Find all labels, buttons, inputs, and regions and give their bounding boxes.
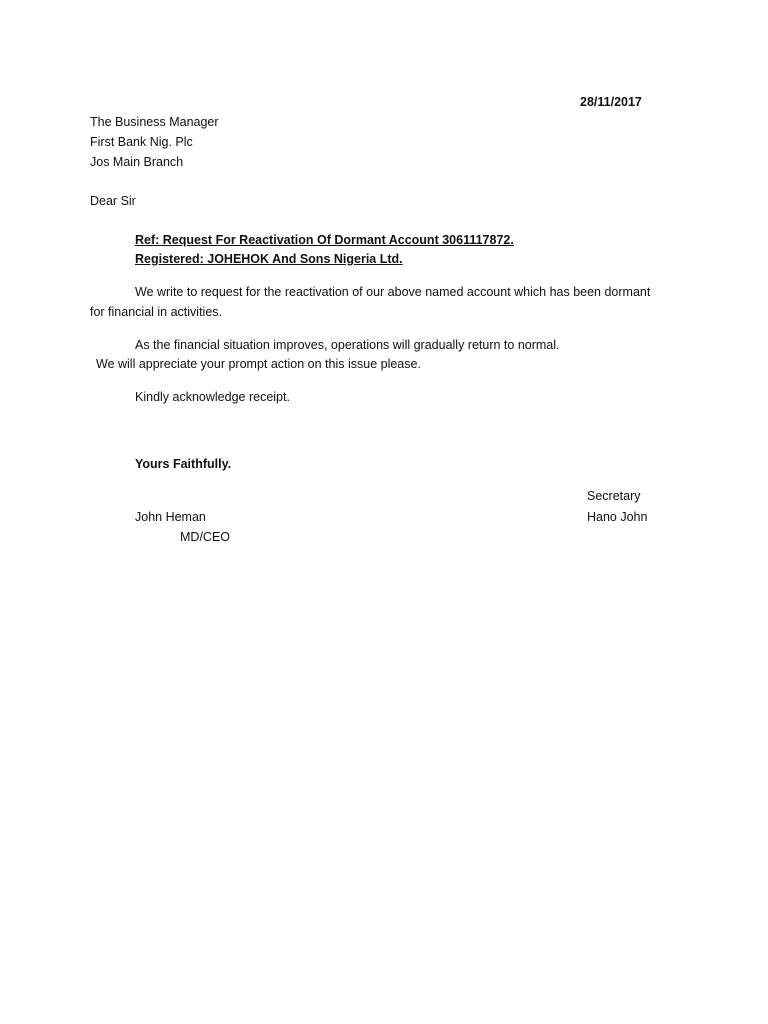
body-paragraph-2-line-2: We will appreciate your prompt action on this issue please. — [96, 357, 421, 371]
body-paragraph-1-line-1: We write to request for the reactivation of our above named account which has been dormant — [135, 285, 651, 299]
right-signatory-name: Hano John — [587, 510, 648, 524]
closing: Yours Faithfully. — [135, 457, 232, 471]
body-paragraph-1-line-2: for financial in activities. — [90, 305, 223, 319]
recipient-line-1: The Business Manager — [90, 115, 219, 129]
reference-line-2: Registered: JOHEHOK And Sons Nigeria Ltd. — [135, 252, 403, 266]
recipient-line-3: Jos Main Branch — [90, 155, 184, 169]
body-paragraph-2-line-1: As the financial situation improves, operations will gradually return to normal. — [135, 338, 560, 352]
recipient-line-2: First Bank Nig. Plc — [90, 135, 193, 149]
left-signatory-title: MD/CEO — [180, 530, 230, 544]
reference-line-1: Ref: Request For Reactivation Of Dormant Account 3061117872. — [135, 233, 514, 247]
body-paragraph-3: Kindly acknowledge receipt. — [135, 390, 290, 404]
letter-date: 28/11/2017 — [580, 95, 642, 109]
left-signatory-name: John Heman — [135, 510, 206, 524]
right-signatory-title: Secretary — [587, 489, 641, 503]
salutation: Dear Sir — [90, 194, 136, 208]
